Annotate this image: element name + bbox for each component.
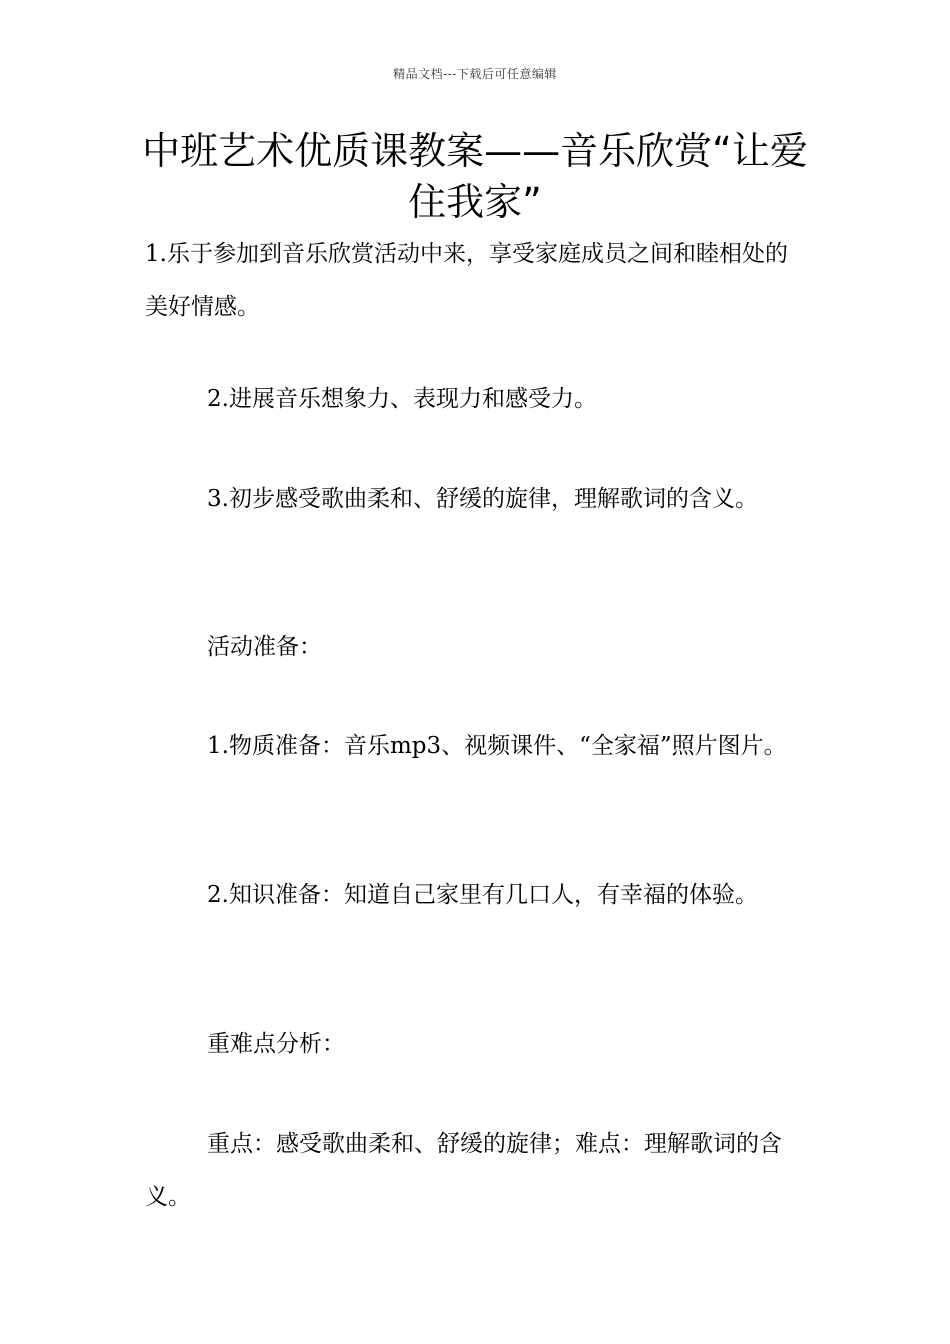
goal-1-paragraph: 1.乐于参加到音乐欣赏活动中来，享受家庭成员之间和睦相处的美好情感。 — [145, 241, 788, 320]
prep-heading: 活动准备： — [207, 634, 322, 660]
goal-2-paragraph: 2.进展音乐想象力、表现力和感受力。 — [207, 386, 597, 412]
key-points-paragraph: 重点：感受歌曲柔和、舒缓的旋律；难点：理解歌词的含义。 — [145, 1131, 782, 1210]
prep-1-paragraph: 1.物质准备：音乐mp3、视频课件、“全家福”照片图片。 — [207, 733, 787, 759]
header-note: 精品文档---下载后可任意编辑 — [393, 67, 557, 81]
prep-2-paragraph: 2.知识准备：知道自己家里有几口人，有幸福的体验。 — [207, 882, 758, 908]
key-heading: 重难点分析： — [207, 1031, 345, 1057]
page-title: 中班艺术优质课教案——音乐欣赏“让爱住我家” — [142, 129, 808, 224]
goal-3-paragraph: 3.初步感受歌曲柔和、舒缓的旋律，理解歌词的含义。 — [207, 486, 758, 512]
